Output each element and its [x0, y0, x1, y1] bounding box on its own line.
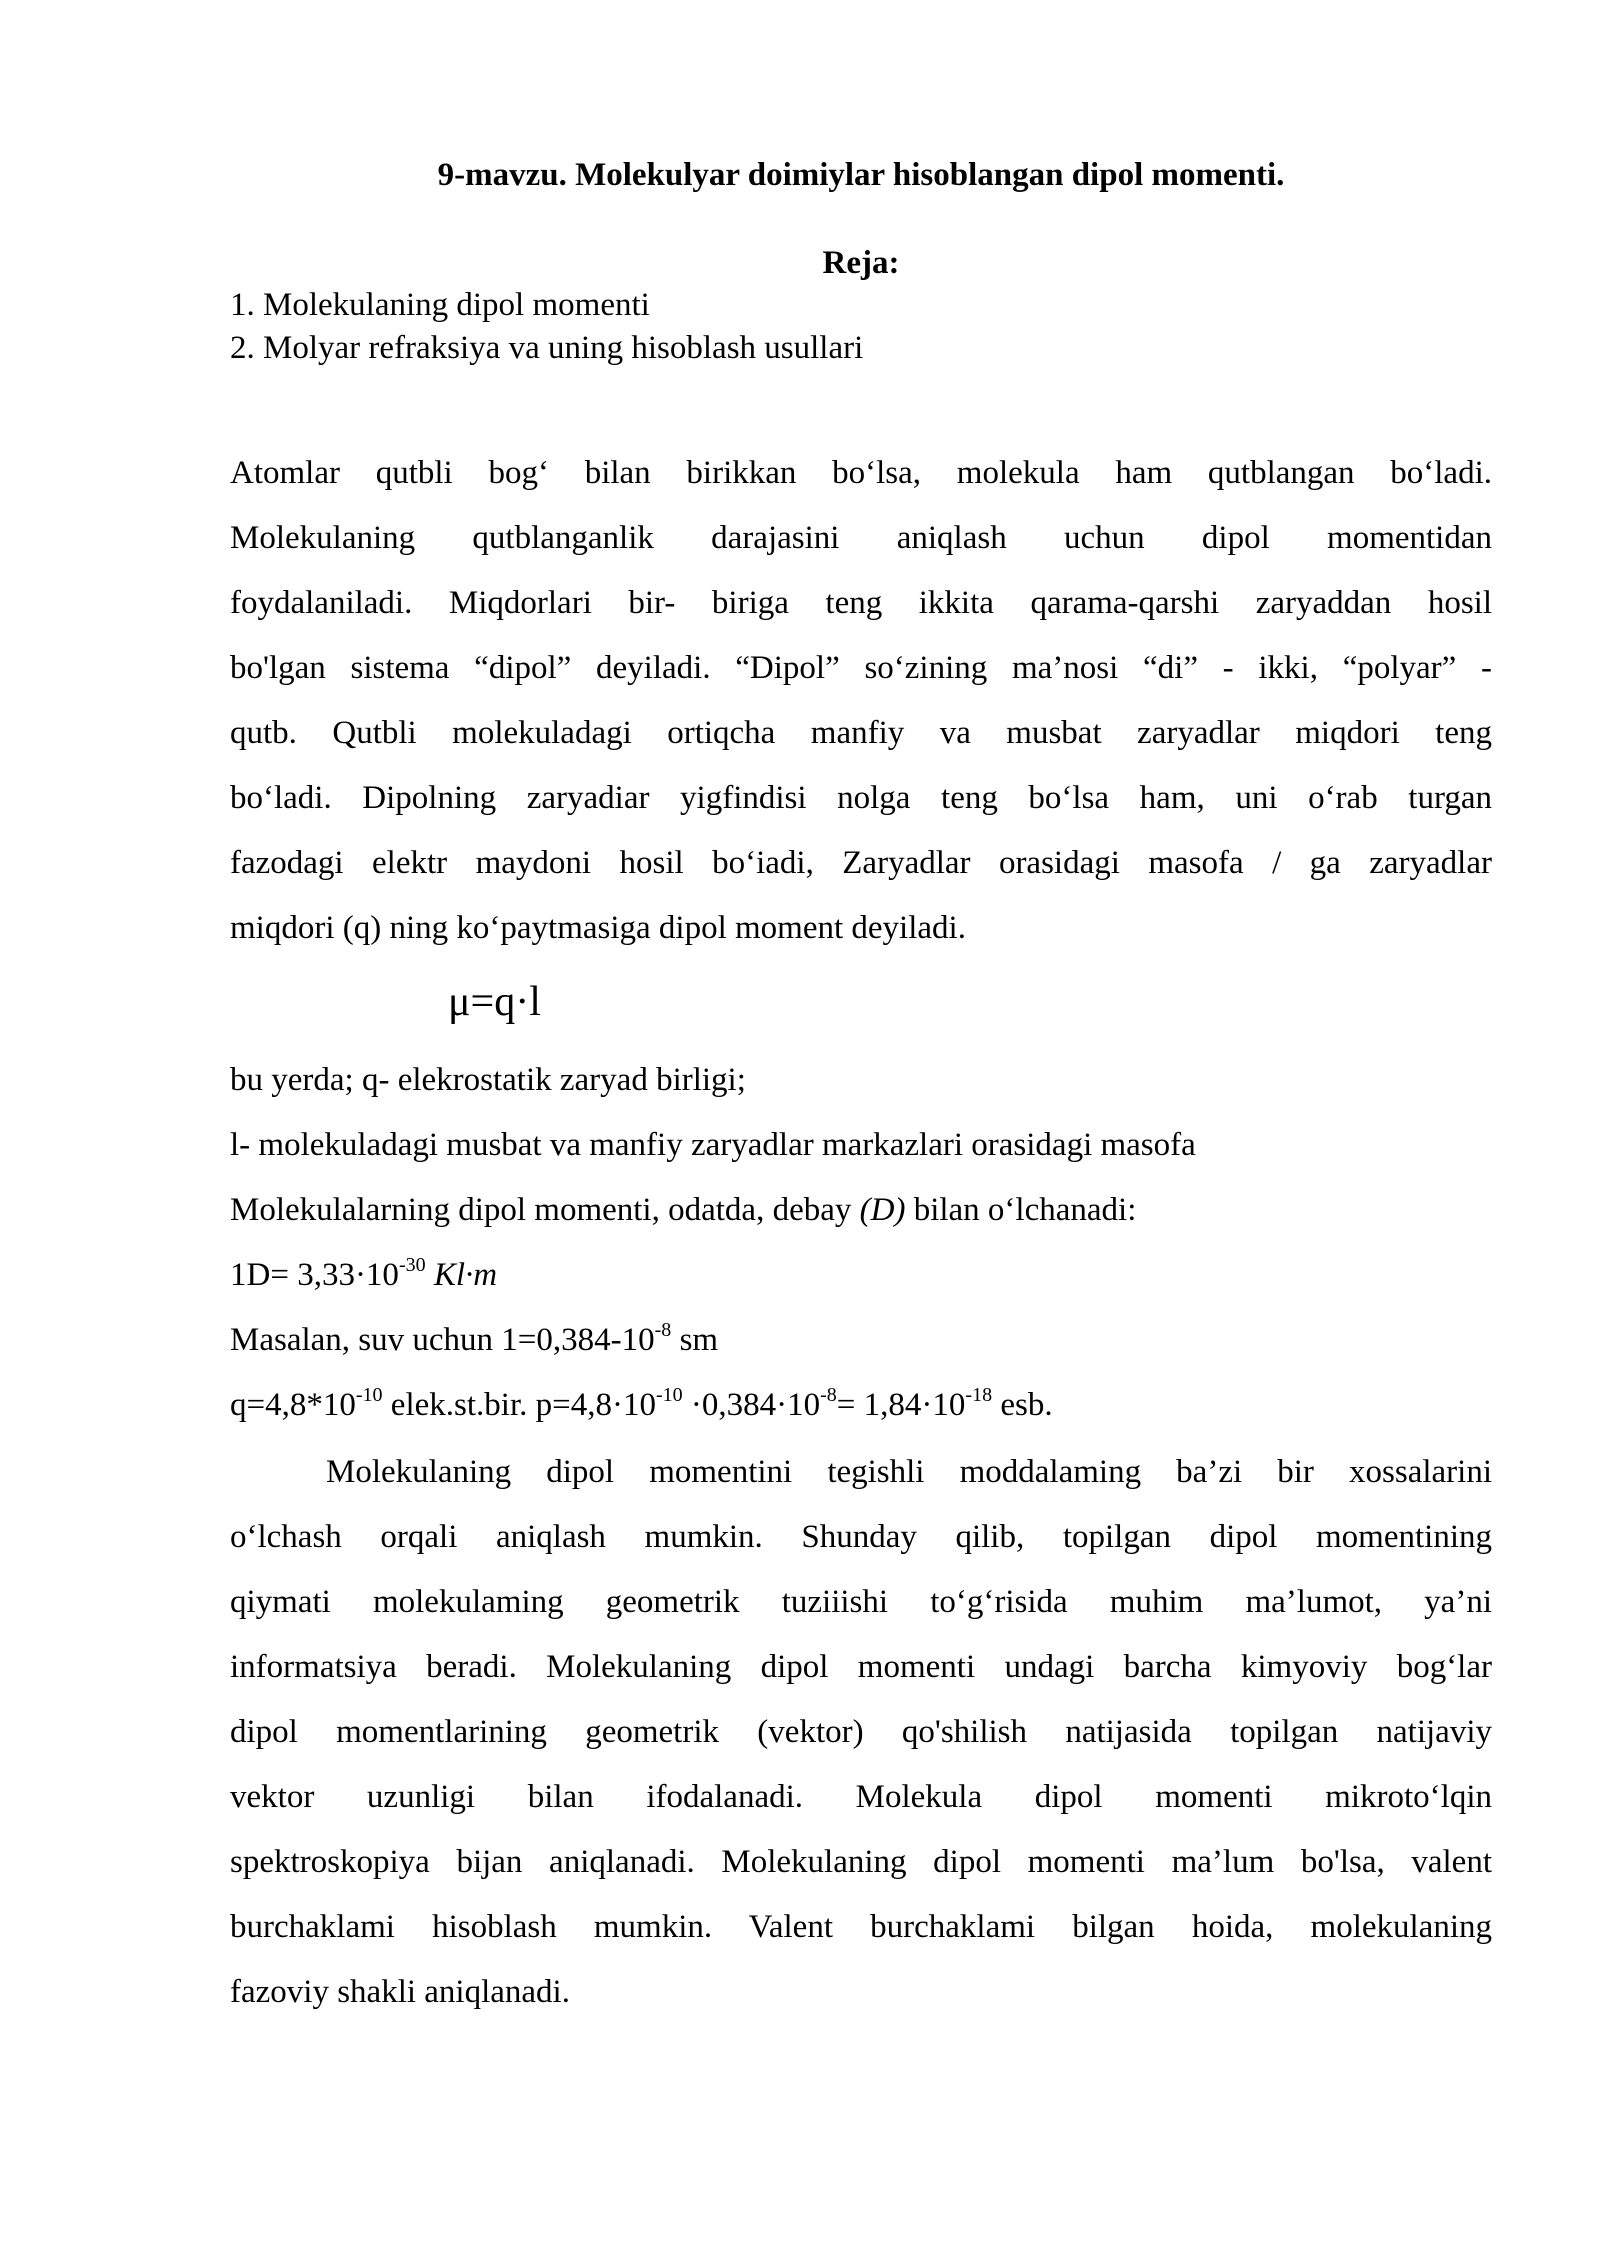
calc-part: esb. — [992, 1387, 1053, 1423]
calc-part: ·0,384·10 — [682, 1387, 821, 1423]
unit-statement-end: bilan o‘lchanadi: — [905, 1192, 1137, 1228]
debye-exponent: -30 — [398, 1254, 426, 1276]
calc-exponent: -18 — [965, 1384, 993, 1406]
paragraph-dipole-measurement — [230, 1440, 1492, 2025]
dipole-formula: μ=q·l — [448, 979, 541, 1025]
water-unit: sm — [671, 1322, 719, 1358]
paragraph-line: miqdori (q) ning ko‘paytmasiga dipol moment deyiladi. — [230, 910, 966, 946]
water-example — [230, 1308, 1492, 1373]
plan-item: 1. Molekulaning dipol momenti — [230, 287, 650, 323]
debye-si-unit: Kl·m — [425, 1257, 498, 1293]
calc-exponent: -8 — [820, 1384, 837, 1406]
plan-heading: Reja: — [822, 245, 900, 281]
calc-part: q=4,8*10 — [230, 1387, 356, 1423]
unit-statement-text: Molekulalarning dipol momenti, odatda, debay — [230, 1192, 860, 1228]
calc-exponent: -10 — [655, 1384, 683, 1406]
paragraph-line: dipol momentlarining geometrik (vektor) qo'shilish natijasida topilgan natijaviy — [230, 1714, 1492, 1750]
paragraph-line-text: Molekulaning dipol momentini tegishli moddalaming ba’zi bir xossalarini — [326, 1454, 1492, 1490]
paragraph-line: spektroskopiya bijan aniqlanadi. Molekulaning dipol momenti ma’lum bo'lsa, valent — [230, 1844, 1492, 1880]
paragraph-line: Molekulaning qutblanganlik darajasini aniqlash uchun dipol momentidan — [230, 520, 1492, 556]
document-title: 9-mavzu. Molekulyar doimiylar hisoblangan dipol momenti. — [437, 157, 1285, 193]
paragraph-dipole-definition — [230, 441, 1492, 961]
paragraph-line: fazodagi elektr maydoni hosil bo‘iadi, Zaryadlar orasidagi masofa / ga zaryadlar — [230, 845, 1492, 881]
paragraph-line: informatsiya beradi. Molekulaning dipol momenti undagi barcha kimyoviy bog‘lar — [230, 1649, 1492, 1685]
paragraph-line: qiymati molekulaming geometrik tuziiishi to‘g‘risida muhim ma’lumot, ya’ni — [230, 1584, 1492, 1620]
paragraph-line: burchaklami hisoblash mumkin. Valent burchaklami bilgan hoida, molekulaning — [230, 1909, 1492, 1945]
debye-conversion — [230, 1243, 1492, 1308]
paragraph-line: bo'lgan sistema “dipol” deyiladi. “Dipol” so‘zining ma’nosi “di” - ikki, “polyar” - — [230, 650, 1492, 686]
calc-exponent: -10 — [355, 1384, 383, 1406]
formula-explanation — [230, 1048, 1492, 1438]
plan-list — [230, 284, 1492, 370]
water-exponent: -8 — [654, 1319, 672, 1341]
distance-definition: l- molekuladagi musbat va manfiy zaryadlar markazlari orasidagi masofa — [230, 1127, 1196, 1163]
paragraph-line: o‘lchash orqali aniqlash mumkin. Shunday qilib, topilgan dipol momentining — [230, 1519, 1492, 1555]
debye-symbol: (D) — [859, 1192, 906, 1228]
water-calculation — [230, 1373, 1492, 1438]
paragraph-line: vektor uzunligi bilan ifodalanadi. Molekula dipol momenti mikroto‘lqin — [230, 1779, 1492, 1815]
paragraph-line: fazoviy shakli aniqlanadi. — [230, 1974, 570, 2010]
document-page — [230, 0, 1492, 2262]
calc-part: elek.st.bir. p=4,8·10 — [382, 1387, 656, 1423]
charge-definition: bu yerda; q- elekrostatik zaryad birligi; — [230, 1062, 746, 1098]
paragraph-line: foydalaniladi. Miqdorlari bir- biriga teng ikkita qarama-qarshi zaryaddan hosil — [230, 585, 1492, 621]
paragraph-line — [230, 1440, 1492, 1505]
paragraph-line: Atomlar qutbli bog‘ bilan birikkan bo‘lsa, molekula ham qutblangan bo‘ladi. — [230, 455, 1492, 491]
water-value: Masalan, suv uchun 1=0,384-10 — [230, 1322, 655, 1358]
plan-item: 2. Molyar refraksiya va uning hisoblash usullari — [230, 330, 864, 366]
unit-statement — [230, 1178, 1492, 1243]
paragraph-line: bo‘ladi. Dipolning zaryadiar yigfindisi nolga teng bo‘lsa ham, uni o‘rab turgan — [230, 780, 1492, 816]
paragraph-line: qutb. Qutbli molekuladagi ortiqcha manfiy va musbat zaryadlar miqdori teng — [230, 715, 1492, 751]
debye-value: 1D= 3,33·10 — [230, 1257, 399, 1293]
calc-part: = 1,84·10 — [836, 1387, 966, 1423]
